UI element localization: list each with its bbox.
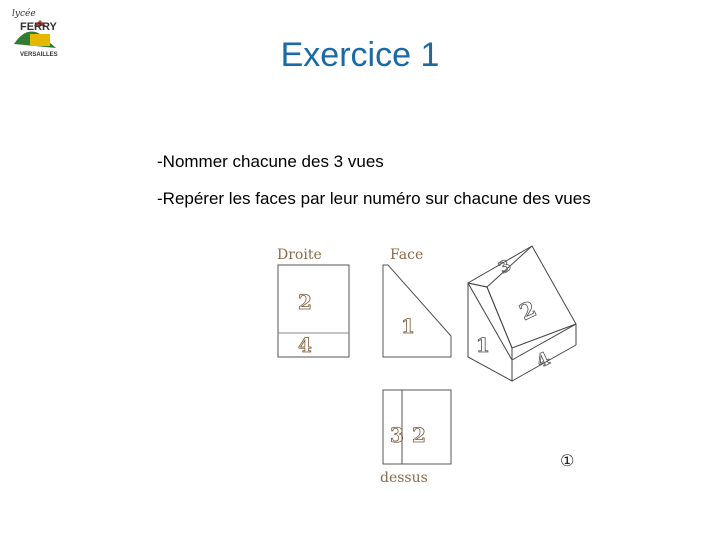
iso-face-1: 1 <box>476 333 490 357</box>
instruction-1: -Nommer chacune des 3 vues <box>157 152 384 171</box>
iso-face-3: 3 <box>495 255 515 278</box>
face-face-1: 1 <box>401 314 415 338</box>
label-dessus: dessus <box>380 470 428 486</box>
logo-line1: lycée <box>12 9 36 19</box>
footnote-circled-1: ① <box>560 451 575 470</box>
droite-face-2: 2 <box>298 290 312 314</box>
view-face-outline <box>383 265 451 357</box>
iso-face-4: 4 <box>533 348 554 373</box>
dessus-face-3: 3 <box>390 423 404 447</box>
iso-face-2: 2 <box>515 296 541 327</box>
label-droite: Droite <box>277 247 322 263</box>
view-droite-outline <box>278 265 349 357</box>
logo-line2: FERRY <box>20 21 57 33</box>
label-face: Face <box>390 247 424 263</box>
dessus-face-2: 2 <box>412 423 426 447</box>
instruction-2: -Repérer les faces par leur numéro sur chacune des vues <box>157 189 591 208</box>
droite-face-4: 4 <box>298 333 312 357</box>
logo-line3: VERSAILLES <box>20 52 58 58</box>
page-title: Exercice 1 <box>280 36 440 74</box>
